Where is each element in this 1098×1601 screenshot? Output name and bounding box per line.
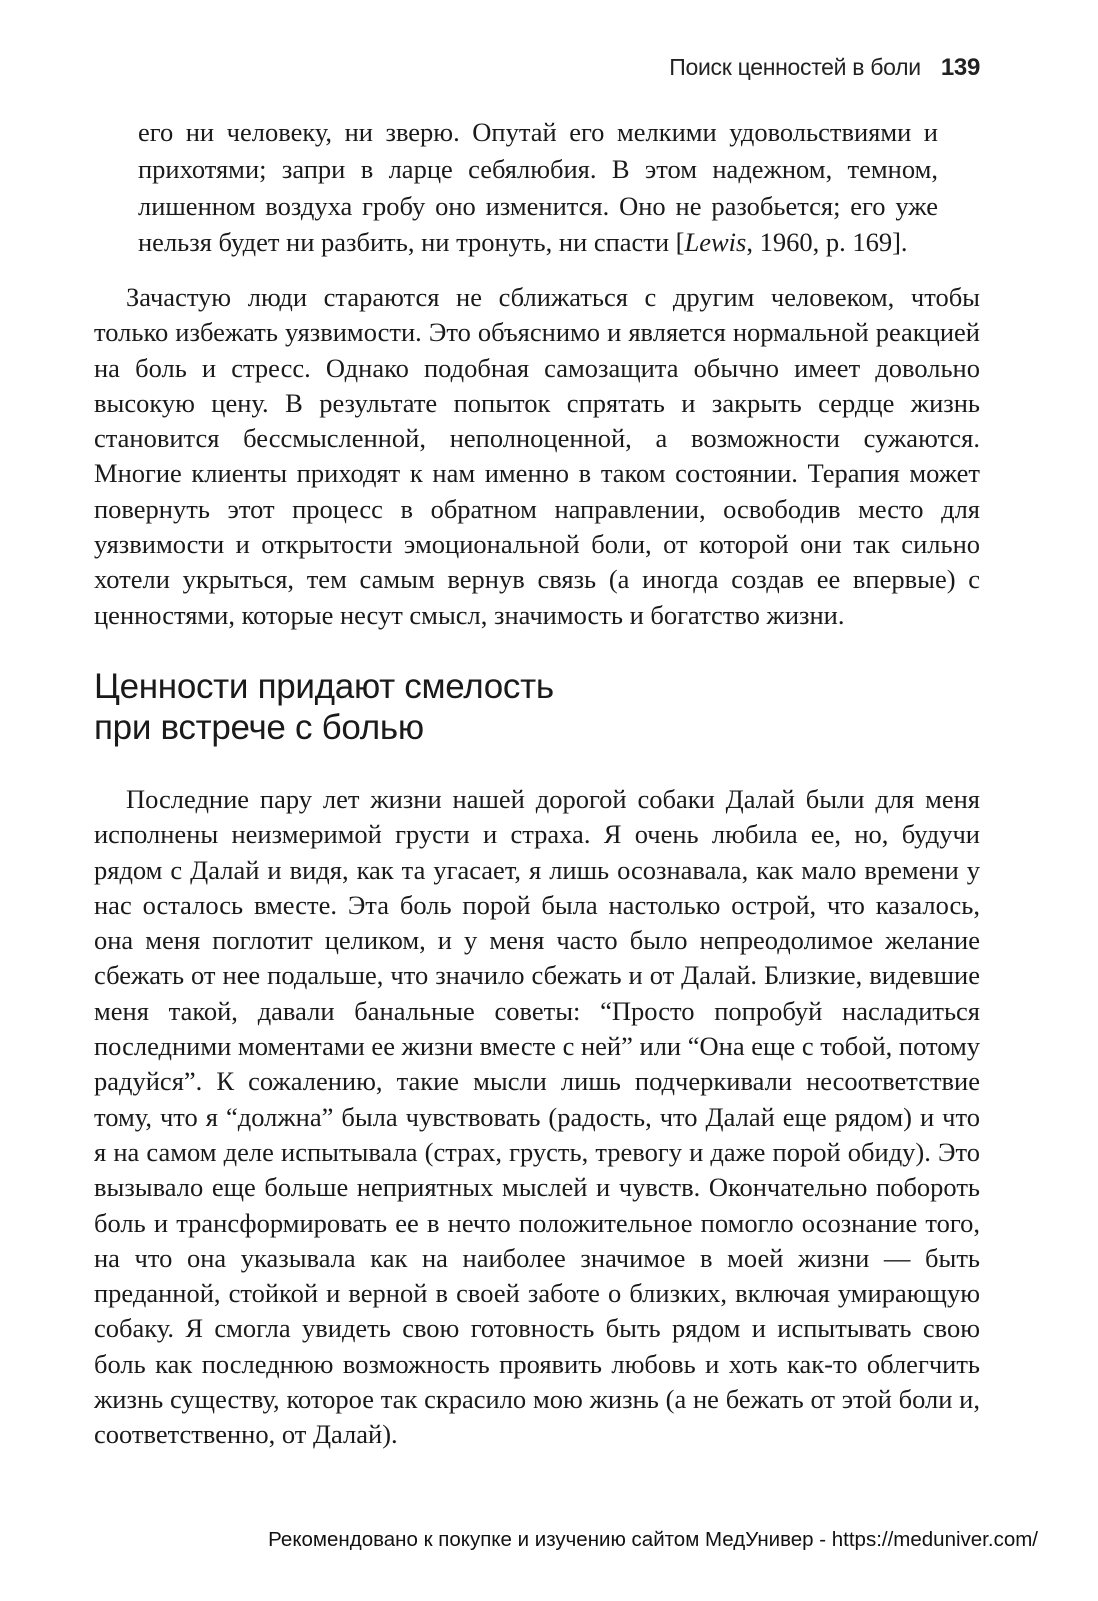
footer-note: Рекомендовано к покупке и изучению сайтом МедУнивер - https://meduniver.com/	[268, 1528, 1038, 1551]
section-heading	[94, 666, 980, 748]
body-paragraph: Последние пару лет жизни нашей дорогой собаки Далай были для меня исполнены неизмеримой грусти и страха. Я очень любила ее, но, будучи рядом с Далай и видя, как та угасает, я лишь осознавала, как мало времени у нас осталось вместе. Эта боль порой была настолько острой, что казалось, она меня поглотит целиком, и у меня часто было непреодолимое желание сбежать от нее подальше, что значило сбежать и от Далай. Близкие, видевшие меня такой, давали банальные советы: “Просто попробуй насладиться последними моментами ее жизни вместе с ней” или “Она еще с тобой, потому радуйся”. К сожалению, такие мысли лишь подчеркивали несоответствие тому, что я “должна” была чувствовать (радость, что Далай еще рядом) и что я на самом деле испытывала (страх, грусть, тревогу и даже порой обиду). Это вызывало еще больше неприятных мыслей и чувств. Окончательно побороть боль и трансформировать ее в нечто положительное помогло осознание того, на что она указывала как на наиболее значимое в моей жизни — быть преданной, стойкой и верной в своей заботе о близких, включая умирающую собаку. Я смогла увидеть свою готовность быть рядом и испытывать свою боль как последнюю возможность проявить любовь и хоть как-то облегчить жизнь существу, которое так скрасило мою жизнь (а не бежать от этой боли и, соответственно, от Далай).	[94, 784, 980, 1450]
quote-citation-rest: , 1960, p. 169].	[746, 227, 908, 258]
running-title: Поиск ценностей в боли	[669, 54, 921, 80]
quote-citation-author: Lewis	[684, 227, 747, 258]
block-quote	[138, 114, 938, 261]
running-header	[669, 54, 980, 82]
body-paragraph: Зачастую люди стараются не сближаться с другим человеком, чтобы только избежать уязвимости. Это объяснимо и является нормальной реакцией на боль и стресс. Однако подобная самозащита обычно имеет довольно высокую цену. В результате попыток спрятать и закрыть сердце жизнь становится бессмысленной, неполноценной, а возможности сужаются. Многие клиенты приходят к нам именно в таком состоянии. Терапия может повернуть этот процесс в обратном направлении, освободив место для уязвимости и открытости эмоциональной боли, от которой они так сильно хотели укрыться, тем самым вернув связь (а иногда создав ее впервые) с ценностями, которые несут смысл, значимость и богатство жизни.	[94, 282, 980, 630]
page-number: 139	[940, 54, 980, 81]
quote-text: его ни человеку, ни зверю. Опутай его мелкими удовольствиями и прихотями; запри в ларце себялюбия. В этом надежном, темном, лишенном воздуха гробу оно изменится. Оно не разобьется; его уже нельзя будет ни разбить, ни тронуть, ни спасти [	[138, 117, 938, 258]
section-heading-line: Ценности придают смелость	[94, 667, 554, 706]
section-heading-line: при встрече с болью	[94, 708, 424, 747]
